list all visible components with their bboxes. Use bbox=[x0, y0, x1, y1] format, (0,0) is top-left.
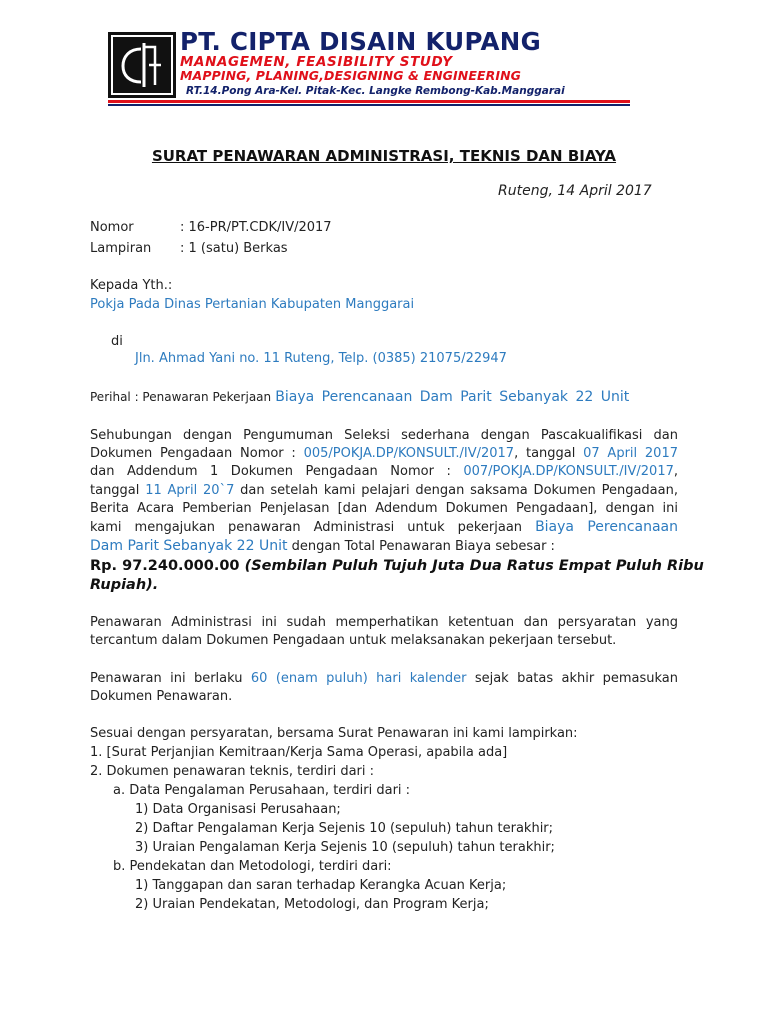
perihal-label: Perihal : Penawaran Pekerjaan bbox=[90, 390, 272, 404]
list-item: 1) Data Organisasi Perusahaan; bbox=[135, 802, 341, 817]
company-address: RT.14.Pong Ara-Kel. Pitak-Kec. Langke Rembong-Kab.Manggarai bbox=[186, 85, 565, 97]
list-item: a. Data Pengalaman Perusahaan, terdiri dari : bbox=[113, 783, 411, 798]
p1-text: , tanggal bbox=[514, 446, 576, 461]
p1-text: kami mengajukan penawaran Administrasi untuk pekerjaan bbox=[90, 520, 523, 535]
letterhead-divider-red bbox=[108, 100, 630, 103]
total-amount: Rp. 97.240.000.00 bbox=[90, 558, 240, 574]
p2-line-1: Penawaran Administrasi ini sudah memperhatikan ketentuan dan persyaratan yang bbox=[90, 615, 678, 630]
p3-text: Penawaran ini berlaku bbox=[90, 671, 243, 686]
p1-line-2 bbox=[90, 445, 678, 463]
project-name-part-2: Dam Parit Sebanyak 22 Unit bbox=[90, 538, 288, 554]
p1-line-1: Sehubungan dengan Pengumuman Seleksi sederhana dengan Pascakualifikasi dan bbox=[90, 428, 678, 443]
p1-text: dan Addendum 1 Dokumen Pengadaan Nomor : bbox=[90, 464, 451, 479]
list-item: 1) Tanggapan dan saran terhadap Kerangka Acuan Kerja; bbox=[135, 878, 507, 893]
p1-line-5: Berita Acara Pemberian Penjelasan [dan Adendum Dokumen Pengadaan], dengan ini bbox=[90, 501, 678, 516]
amount-line bbox=[90, 557, 704, 575]
company-logo-icon bbox=[108, 32, 176, 98]
p1-line-7 bbox=[90, 537, 555, 556]
p1-line-3 bbox=[90, 463, 678, 481]
lampiran-value: : 1 (satu) Berkas bbox=[180, 241, 288, 256]
p3-text: sejak batas akhir pemasukan bbox=[474, 671, 678, 686]
doc-date-1: 07 April 2017 bbox=[583, 446, 678, 461]
doc-number-2: 007/POKJA.DP/KONSULT./IV/2017 bbox=[463, 464, 674, 479]
doc-number-1: 005/POKJA.DP/KONSULT./IV/2017 bbox=[303, 446, 515, 461]
p1-line-6 bbox=[90, 518, 678, 537]
p1-text: Dokumen Pengadaan Nomor : bbox=[90, 446, 296, 461]
list-item: b. Pendekatan dan Metodologi, terdiri dari: bbox=[113, 859, 392, 874]
letterhead-divider-blue bbox=[108, 104, 630, 106]
p1-text: dan setelah kami pelajari dengan saksama Dokumen Pengadaan, bbox=[240, 483, 678, 498]
perihal-line bbox=[90, 388, 629, 407]
project-name-part-1: Biaya Perencanaan bbox=[535, 519, 678, 535]
di-label: di bbox=[111, 334, 123, 349]
attachments-intro: Sesuai dengan persyaratan, bersama Surat Penawaran ini kami lampirkan: bbox=[90, 726, 578, 741]
p1-text: , bbox=[673, 464, 678, 479]
nomor-value: : 16-PR/PT.CDK/IV/2017 bbox=[180, 220, 332, 235]
recipient-name: Pokja Pada Dinas Pertanian Kabupaten Manggarai bbox=[90, 297, 415, 312]
letter-date: Ruteng, 14 April 2017 bbox=[498, 183, 652, 199]
list-item: 2) Uraian Pendekatan, Metodologi, dan Program Kerja; bbox=[135, 897, 489, 912]
perihal-value: Biaya Perencanaan Dam Parit Sebanyak 22 Unit bbox=[275, 389, 630, 405]
p1-line-4 bbox=[90, 482, 678, 500]
list-item: 1. [Surat Perjanjian Kemitraan/Kerja Sama Operasi, apabila ada] bbox=[90, 745, 508, 760]
p3-line-1 bbox=[90, 670, 678, 688]
letter-title: SURAT PENAWARAN ADMINISTRASI, TEKNIS DAN BIAYA bbox=[151, 147, 617, 165]
recipient-address: Jln. Ahmad Yani no. 11 Ruteng, Telp. (0385) 21075/22947 bbox=[135, 351, 507, 366]
p1-text: tanggal bbox=[90, 483, 140, 498]
validity-period: 60 (enam puluh) hari kalender bbox=[250, 671, 467, 686]
list-item: 2) Daftar Pengalaman Kerja Sejenis 10 (sepuluh) tahun terakhir; bbox=[135, 821, 554, 836]
p1-text: dengan Total Penawaran Biaya sebesar : bbox=[291, 539, 555, 554]
company-tagline-1: MANAGEMEN, FEASIBILITY STUDY bbox=[180, 54, 453, 70]
company-tagline-2: MAPPING, PLANING,DESIGNING & ENGINEERING bbox=[180, 68, 522, 83]
company-name: PT. CIPTA DISAIN KUPANG bbox=[180, 27, 541, 56]
nomor-label: Nomor bbox=[90, 220, 134, 235]
list-item: 2. Dokumen penawaran teknis, terdiri dari : bbox=[90, 764, 375, 779]
lampiran-label: Lampiran bbox=[90, 241, 152, 256]
doc-date-2: 11 April 20`7 bbox=[145, 483, 235, 498]
list-item: 3) Uraian Pengalaman Kerja Sejenis 10 (sepuluh) tahun terakhir; bbox=[135, 840, 555, 855]
kepada-label: Kepada Yth.: bbox=[90, 278, 173, 293]
p3-line-2: Dokumen Penawaran. bbox=[90, 689, 233, 704]
p2-line-2: tercantum dalam Dokumen Pengadaan untuk melaksanakan pekerjaan tersebut. bbox=[90, 633, 617, 648]
amount-in-words-end: Rupiah). bbox=[90, 577, 159, 593]
amount-in-words: (Sembilan Puluh Tujuh Juta Dua Ratus Empat Puluh Ribu bbox=[244, 558, 704, 574]
